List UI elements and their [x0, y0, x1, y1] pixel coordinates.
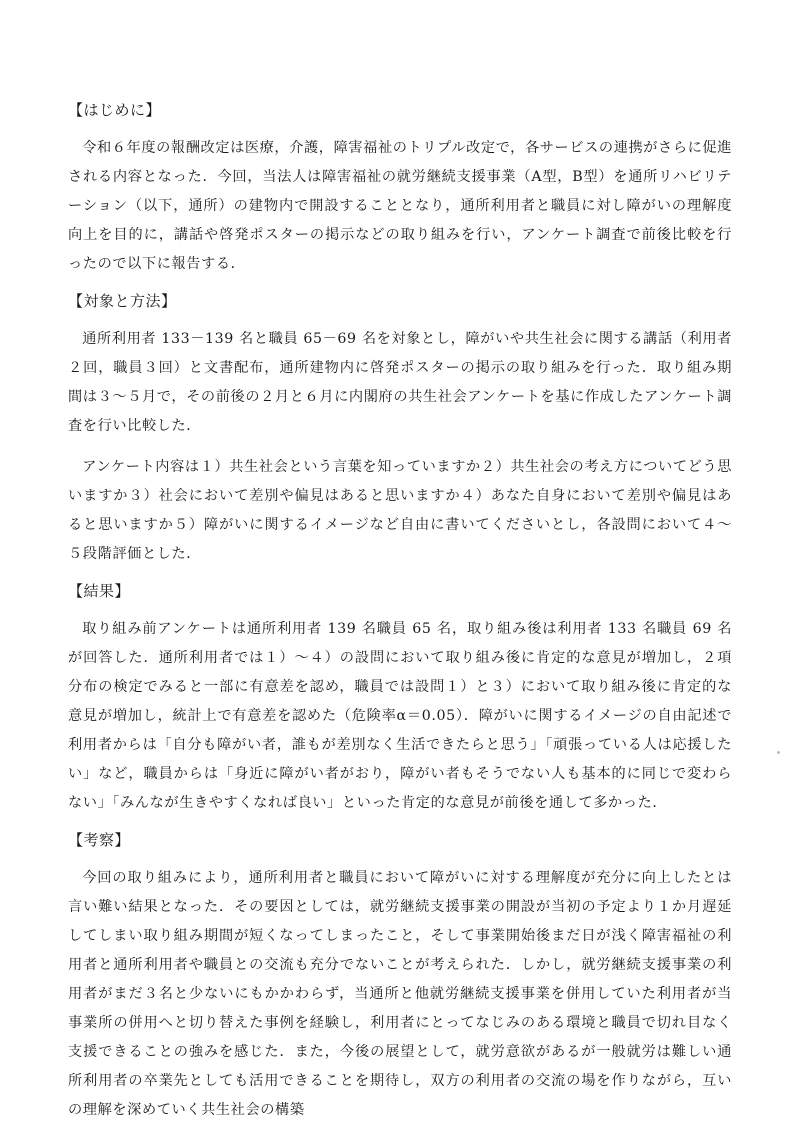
section-discussion [68, 830, 732, 1125]
scan-speck [777, 751, 780, 754]
section-heading: 【考察】 [68, 831, 131, 849]
paragraph: アンケート内容は１）共生社会という言葉を知っていますか２）共生社会の考え方についてどう思いますか３）社会において差別や偏見はあると思いますか４）あなた自身において差別や偏見はあると思いますか５）障がいに関するイメージなど自由に書いてくださいとし，各設問において４～５段階評価とした． [68, 459, 732, 562]
section-heading: 【対象と方法】 [68, 292, 177, 310]
paragraph: 令和６年度の報酬改定は医療，介護，障害福祉のトリプル改定で，各サービスの連携がさらに促進される内容となった．今回，当法人は障害福祉の就労継続支援事業（A型，B型）を通所リハビリテーション（以下，通所）の建物内で開設することとなり，通所利用者と職員に対し障がいの理解度向上を目的に，講話や啓発ポスターの掲示などの取り組みを行い，アンケート調査で前後比較を行ったので以下に報告する． [68, 140, 732, 272]
paragraph: 通所利用者 133－139 名と職員 65－69 名を対象とし，障がいや共生社会に関する講話（利用者２回，職員３回）と文書配布，通所建物内に啓発ポスターの掲示の取り組みを行った．取り組み期間は３～５月で，その前後の２月と６月に内閣府の共生社会アンケートを基に作成したアンケート調査を行い比較した． [68, 331, 732, 434]
paragraph: 取り組み前アンケートは通所利用者 139 名職員 65 名，取り組み後は利用者 133 名職員 69 名が回答した．通所利用者では１）～４）の設問において取り組み後に肯定的な意見が増加し，２項分布の検定でみると一部に有意差を認め，職員では設問１）と３）において取り組み後に肯定的な意見が増加し，統計上で有意差を認めた（危険率α＝0.05）．障がいに関するイメージの自由記述で利用者からは「自分も障がい者，誰もが差別なく生活できたらと思う」「頑張っている人は応援したい」など，職員からは「身近に障がい者がおり，障がい者もそうでない人も基本的に同じで変わらない」「みんなが生きやすくなれば良い」といった肯定的な意見が前後を通して多かった． [68, 621, 732, 811]
section-heading: 【結果】 [68, 582, 131, 600]
section-subjects-and-methods [68, 291, 732, 569]
paragraph: 今回の取り組みにより，通所利用者と職員において障がいに対する理解度が充分に向上したとは言い難い結果となった．その要因としては，就労継続支援事業の開設が当初の予定より１か月遅延してしまい取り組み期間が短くなってしまったこと，そして事業開始後まだ日が浅く障害福祉の利用者と通所利用者や職員との交流も充分でないことが考えられた．しかし，就労継続支援事業の利用者がまだ３名と少ないにもかかわらず，当通所と他就労継続支援事業を併用していた利用者が当事業所の併用へと切り替えた事例を経験し，利用者にとってなじみのある環境と職員で切れ目なく支援できることの強みを感じた．また，今後の展望として，就労意欲があるが一般就労は難しい通所利用者の卒業先としても活用できることを期待し，双方の利用者の交流の場を作りながら，互いの理解を深めていく共生社会の構築 [68, 870, 732, 1118]
section-results [68, 581, 732, 818]
section-heading: 【はじめに】 [68, 101, 162, 119]
section-introduction [68, 100, 732, 279]
document-body [68, 100, 732, 1137]
